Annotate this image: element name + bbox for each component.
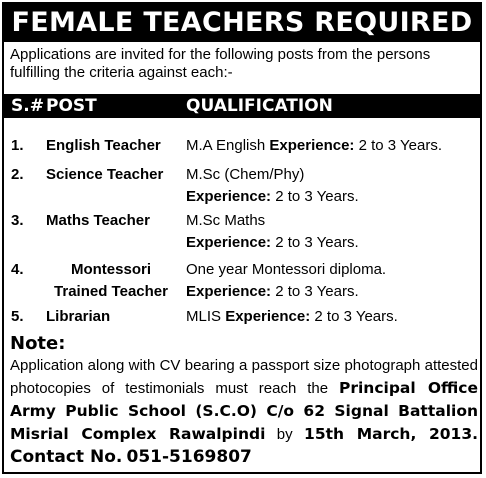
note-text	[10, 355, 478, 469]
note-title: Note:	[10, 333, 66, 354]
post-name	[46, 259, 176, 303]
post-name: Librarian	[46, 308, 111, 325]
experience-label: Experience:	[269, 137, 355, 154]
qualification	[186, 135, 476, 157]
experience-label: Experience:	[225, 308, 311, 325]
qualification	[186, 259, 476, 303]
contact-number: 051-5169807	[126, 447, 252, 467]
intro-text: Applications are invited for the following posts from the persons fulfilling the criteria against each:-	[10, 46, 431, 81]
qualification	[186, 306, 476, 328]
row-number: 3.	[11, 212, 24, 229]
experience-value: 2 to 3 Years.	[314, 308, 398, 325]
degree: M.Sc (Chem/Phy)	[186, 166, 305, 183]
row-number: 2.	[11, 166, 24, 183]
mailing-address: Principal Office Army Public School (S.C.O) C/o 62 Signal Battalion Misrial Complex Rawalpindi	[10, 379, 478, 443]
deadline: 15th March, 2013.	[304, 425, 478, 443]
note-connector: by	[276, 426, 293, 443]
experience-value: 2 to 3 Years.	[275, 188, 359, 205]
degree: MLIS	[186, 308, 222, 325]
job-advertisement	[2, 2, 482, 474]
ad-title: FEMALE TEACHERS REQUIRED	[4, 4, 480, 42]
qualification	[186, 210, 476, 254]
post-name-line-2: Trained Teacher	[54, 283, 168, 300]
degree: M.Sc Maths	[186, 212, 266, 229]
degree: One year Montessori diploma.	[186, 261, 387, 278]
header-serial: S.#	[11, 96, 44, 116]
qualification	[186, 164, 476, 208]
experience-label: Experience:	[186, 283, 272, 300]
header-qualification: QUALIFICATION	[186, 96, 333, 116]
experience-label: Experience:	[186, 234, 272, 251]
degree: M.A English	[186, 137, 266, 154]
experience-value: 2 to 3 Years.	[275, 283, 359, 300]
experience-value: 2 to 3 Years.	[275, 234, 359, 251]
post-name: Science Teacher	[46, 166, 164, 183]
experience-value: 2 to 3 Years.	[358, 137, 443, 154]
row-number: 5.	[11, 308, 24, 325]
row-number: 1.	[11, 137, 24, 154]
header-post: POST	[46, 96, 97, 116]
note-instructions: Application along with CV bearing a passport size photograph attested photocopies of testimonials must reach the	[10, 357, 478, 397]
row-number: 4.	[11, 261, 24, 278]
post-name: English Teacher	[46, 137, 161, 154]
post-name: Maths Teacher	[46, 212, 150, 229]
contact-label: Contact No.	[10, 447, 123, 467]
table-header	[4, 94, 480, 118]
post-name-line-1: Montessori	[70, 261, 151, 278]
experience-label: Experience:	[186, 188, 272, 205]
